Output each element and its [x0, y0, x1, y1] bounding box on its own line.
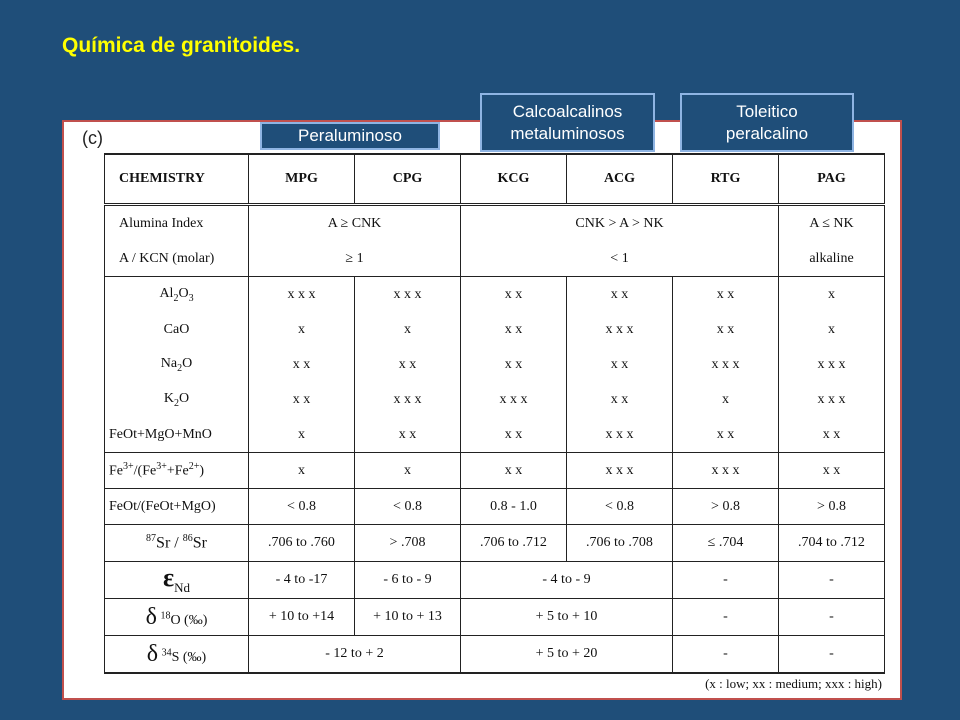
table-cell: - — [673, 636, 779, 674]
row-label: δ $^{34}$S (‰) — [105, 636, 249, 674]
callout-calcoalcalinos-line2: metaluminosos — [510, 123, 625, 143]
table-cell: 0.8 - 1.0 — [461, 489, 567, 525]
table-cell: x x x — [673, 347, 779, 382]
table-cell: - — [779, 636, 885, 674]
table-cell: x x — [461, 312, 567, 347]
table-cell: < 1 — [461, 241, 779, 277]
table-cell: x x x — [461, 382, 567, 417]
table-cell: x x x — [673, 453, 779, 489]
table-cell: x — [779, 312, 885, 347]
table-cell: x x — [673, 312, 779, 347]
chemistry-table — [104, 153, 885, 674]
callout-toleitico-line1: Toleitico — [736, 101, 798, 121]
legend-footnote: (x : low; xx : medium; xxx : high) — [705, 676, 882, 691]
row-label: Alumina Index — [105, 205, 249, 242]
table-row-fe-ratio — [105, 453, 885, 489]
header-pag: PAG — [779, 154, 885, 205]
row-label: $Fe^{3+}/(Fe^{3+}+Fe^{2+})$ — [105, 453, 249, 489]
table-cell: x x — [779, 453, 885, 489]
table-cell: ≤ .704 — [673, 525, 779, 562]
table-cell: - — [779, 599, 885, 636]
table-cell: x — [249, 417, 355, 453]
table-cell: x x x — [249, 277, 355, 313]
table-cell: x — [355, 312, 461, 347]
callout-toleitico-line2: peralcalino — [725, 123, 809, 143]
table-row-d18o — [105, 599, 885, 636]
row-label: A / KCN (molar) — [105, 241, 249, 277]
table-row-cao — [105, 312, 885, 347]
table-row-k2o — [105, 382, 885, 417]
table-row-alumina-index — [105, 205, 885, 242]
table-cell: A ≥ CNK — [249, 205, 461, 242]
header-chemistry: CHEMISTRY — [105, 154, 249, 205]
table-row-na2o — [105, 347, 885, 382]
table-cell: x x — [355, 417, 461, 453]
table-row-d34s — [105, 636, 885, 674]
table-cell: > 0.8 — [673, 489, 779, 525]
table-cell: x x — [673, 277, 779, 313]
table-cell: < 0.8 — [567, 489, 673, 525]
table-cell: x — [249, 312, 355, 347]
table-cell: x x — [461, 453, 567, 489]
table-row-end — [105, 562, 885, 599]
header-acg: ACG — [567, 154, 673, 205]
table-row-al2o3 — [105, 277, 885, 313]
table-row-feot-ratio — [105, 489, 885, 525]
table-row-a-kcn — [105, 241, 885, 277]
row-label: CaO — [105, 312, 249, 347]
row-label: $\varepsilon_{Nd}$ — [105, 562, 249, 599]
table-cell: > .708 — [355, 525, 461, 562]
callout-calcoalcalinos — [480, 93, 655, 152]
table-cell: + 10 to + 13 — [355, 599, 461, 636]
table-cell: .704 to .712 — [779, 525, 885, 562]
table-cell: x x x — [355, 382, 461, 417]
callout-peraluminoso-text: Peraluminoso — [298, 126, 402, 145]
table-header-row — [105, 154, 885, 205]
table-cell: x — [779, 277, 885, 313]
table-cell: - 12 to + 2 — [249, 636, 461, 674]
table-cell: x x — [567, 382, 673, 417]
header-cpg: CPG — [355, 154, 461, 205]
table-cell: .706 to .760 — [249, 525, 355, 562]
header-kcg: KCG — [461, 154, 567, 205]
table-cell: .706 to .708 — [567, 525, 673, 562]
table-row-feot-mgo-mno — [105, 417, 885, 453]
row-label: FeOt+MgO+MnO — [105, 417, 249, 453]
table-cell: x — [355, 453, 461, 489]
table-cell: x x — [355, 347, 461, 382]
table-cell: > 0.8 — [779, 489, 885, 525]
callout-toleitico — [680, 93, 854, 152]
table-cell: - — [673, 599, 779, 636]
row-label: $Al_2O_3$ — [105, 277, 249, 313]
table-cell: + 5 to + 20 — [461, 636, 673, 674]
table-cell: - 6 to - 9 — [355, 562, 461, 599]
table-cell: < 0.8 — [249, 489, 355, 525]
table-cell: + 10 to +14 — [249, 599, 355, 636]
table-cell: x x — [567, 347, 673, 382]
callout-peraluminoso — [260, 122, 440, 150]
row-label: $K_2O$ — [105, 382, 249, 417]
table-cell: x x x — [567, 453, 673, 489]
table-cell: alkaline — [779, 241, 885, 277]
table-cell: x x x — [779, 347, 885, 382]
table-cell: x x x — [567, 312, 673, 347]
table-cell: - — [673, 562, 779, 599]
header-rtg: RTG — [673, 154, 779, 205]
table-cell: + 5 to + 10 — [461, 599, 673, 636]
table-cell: - 4 to -17 — [249, 562, 355, 599]
table-cell: x x — [673, 417, 779, 453]
table-cell: x x — [567, 277, 673, 313]
header-mpg: MPG — [249, 154, 355, 205]
row-label: δ $^{18}$O (‰) — [105, 599, 249, 636]
table-cell: x — [673, 382, 779, 417]
table-cell: x x — [249, 382, 355, 417]
panel-label: (c) — [82, 128, 103, 148]
table-cell: x — [249, 453, 355, 489]
table-cell: x x x — [779, 382, 885, 417]
table-cell: x x x — [355, 277, 461, 313]
table-cell: x x — [461, 347, 567, 382]
callout-calcoalcalinos-line1: Calcoalcalinos — [512, 101, 623, 121]
table-cell: < 0.8 — [355, 489, 461, 525]
table-cell: .706 to .712 — [461, 525, 567, 562]
table-cell: x x — [249, 347, 355, 382]
table-cell: A ≤ NK — [779, 205, 885, 242]
table-cell: CNK > A > NK — [461, 205, 779, 242]
table-cell: x x x — [567, 417, 673, 453]
table-cell: - — [779, 562, 885, 599]
row-label: $Na_2O$ — [105, 347, 249, 382]
table-cell: ≥ 1 — [249, 241, 461, 277]
row-label: $^{87}$Sr / $^{86}$Sr — [105, 525, 249, 562]
table-cell: x x — [779, 417, 885, 453]
table-row-sr — [105, 525, 885, 562]
row-label: FeOt/(FeOt+MgO) — [105, 489, 249, 525]
slide-title: Química de granitoides. — [62, 34, 301, 57]
table-cell: x x — [461, 277, 567, 313]
table-cell: - 4 to - 9 — [461, 562, 673, 599]
table-cell: x x — [461, 417, 567, 453]
